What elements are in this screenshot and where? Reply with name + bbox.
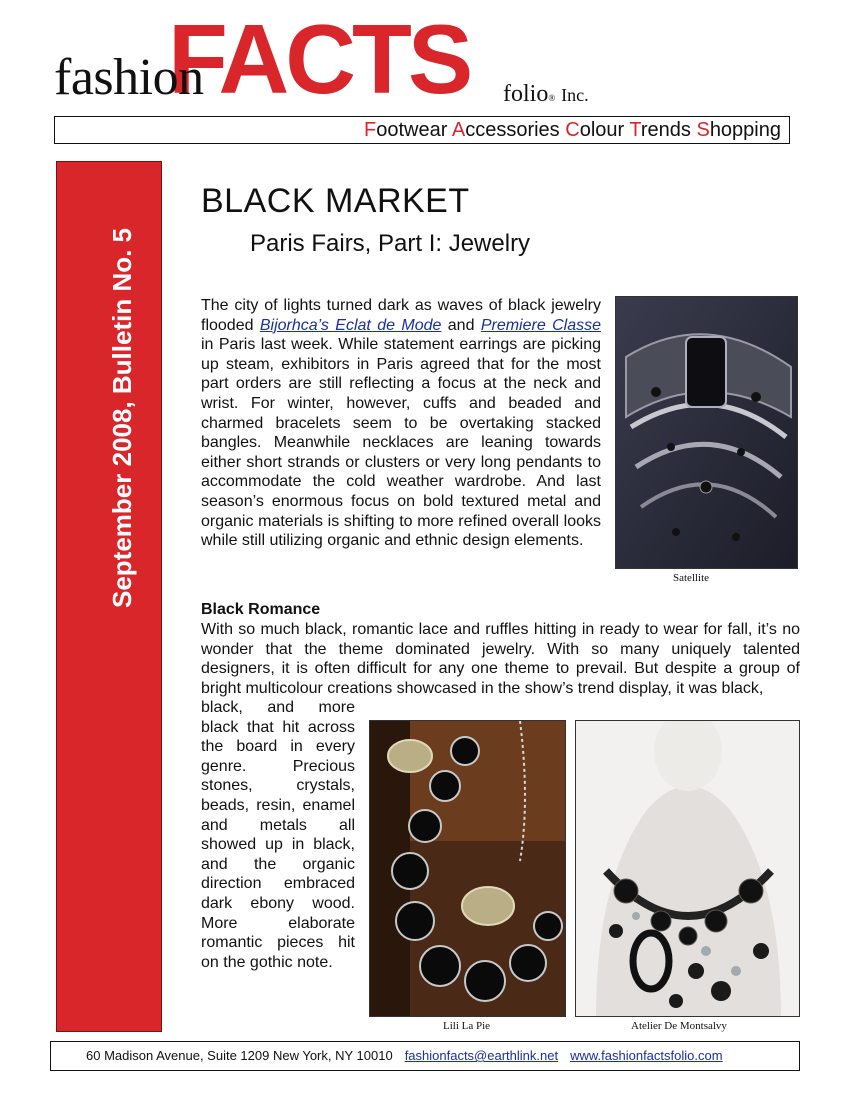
black-romance-continued: black, and more black that hit across the board in every genre. Precious stones, crystals, beads, resin, enamel and metals all showed up in black, and the organic direction embraced dark ebony wood. More elaborate romantic pieces hit on the gothic note.: [201, 699, 355, 971]
article-title: BLACK MARKET: [201, 182, 470, 220]
tagline: [364, 120, 781, 140]
brand-folio-word: folio: [503, 81, 549, 107]
brand-folio-text: [503, 82, 589, 106]
brand-facts-logo: FACTS: [168, 4, 470, 114]
brand-inc: Inc.: [561, 85, 589, 105]
atelier-de-montsalvy-caption: Atelier De Montsalvy: [631, 1020, 727, 1032]
intro-paragraph: The city of lights turned dark as waves of black jewelry flooded Bijorhca’s Eclat de Mode and Premiere Classe in Paris last week. While statement earrings are picking up steam, exhibitors in Paris agreed that for the most part orders are still reflecting a focus at the neck and wrist. For winter, however, cuffs and beaded and charmed bracelets seem to be overtaking stacked bangles. Meanwhile necklaces are leaning towards either short strands or clusters or very long pendants to accommodate the cold weather wardrobe. And last season’s enormous focus on bold textured metal and organic materials is shifting to more refined overall looks while still utilizing organic and ethnic design elements.: [201, 297, 602, 550]
registered-mark: ®: [548, 93, 556, 103]
tagline-shopping: Shopping: [696, 119, 781, 141]
cuff-illustration: [616, 297, 798, 569]
satellite-caption: Satellite: [673, 572, 710, 584]
bijorhca-link[interactable]: Bijorhca’s Eclat de Mode: [259, 316, 442, 334]
tagline-accessories: Accessories: [451, 119, 560, 141]
section-title-black-romance: Black Romance: [201, 601, 321, 618]
article-subtitle: Paris Fairs, Part I: Jewelry: [250, 230, 531, 257]
lili-la-pie-caption: Lili La Pie: [443, 1020, 491, 1032]
footer-contact: [86, 1049, 723, 1062]
tagline-trends: Trends: [629, 119, 691, 141]
footer-email-link[interactable]: fashionfacts@earthlink.net: [404, 1048, 559, 1063]
tagline-box: [54, 116, 790, 144]
satellite-cuff-photo: [615, 296, 798, 569]
footer-address: 60 Madison Avenue, Suite 1209 New York, NY 10010: [86, 1048, 393, 1063]
necklace-illustration-2: [576, 721, 800, 1017]
brand-fashion-text: fashion: [54, 49, 204, 106]
atelier-de-montsalvy-photo: [575, 720, 800, 1017]
bulletin-date-label: September 2008, Bulletin No. 5: [107, 227, 137, 608]
black-romance-paragraph: With so much black, romantic lace and ruffles hitting in ready to wear for fall, it’s no wonder that the theme dominated jewelry. With so many uniquely talented designers, it is often difficult for any one theme to prevail. But despite a group of bright multicolour creations showcased in the show’s trend display, it was black,: [201, 621, 800, 697]
lili-la-pie-photo: [369, 720, 566, 1017]
footer-website-link[interactable]: www.fashionfactsfolio.com: [570, 1048, 723, 1063]
premiere-classe-link[interactable]: Premiere Classe: [480, 316, 602, 334]
necklace-illustration-1: [370, 721, 566, 1017]
tagline-footwear: Footwear: [364, 119, 448, 141]
tagline-colour: Colour: [565, 119, 625, 141]
